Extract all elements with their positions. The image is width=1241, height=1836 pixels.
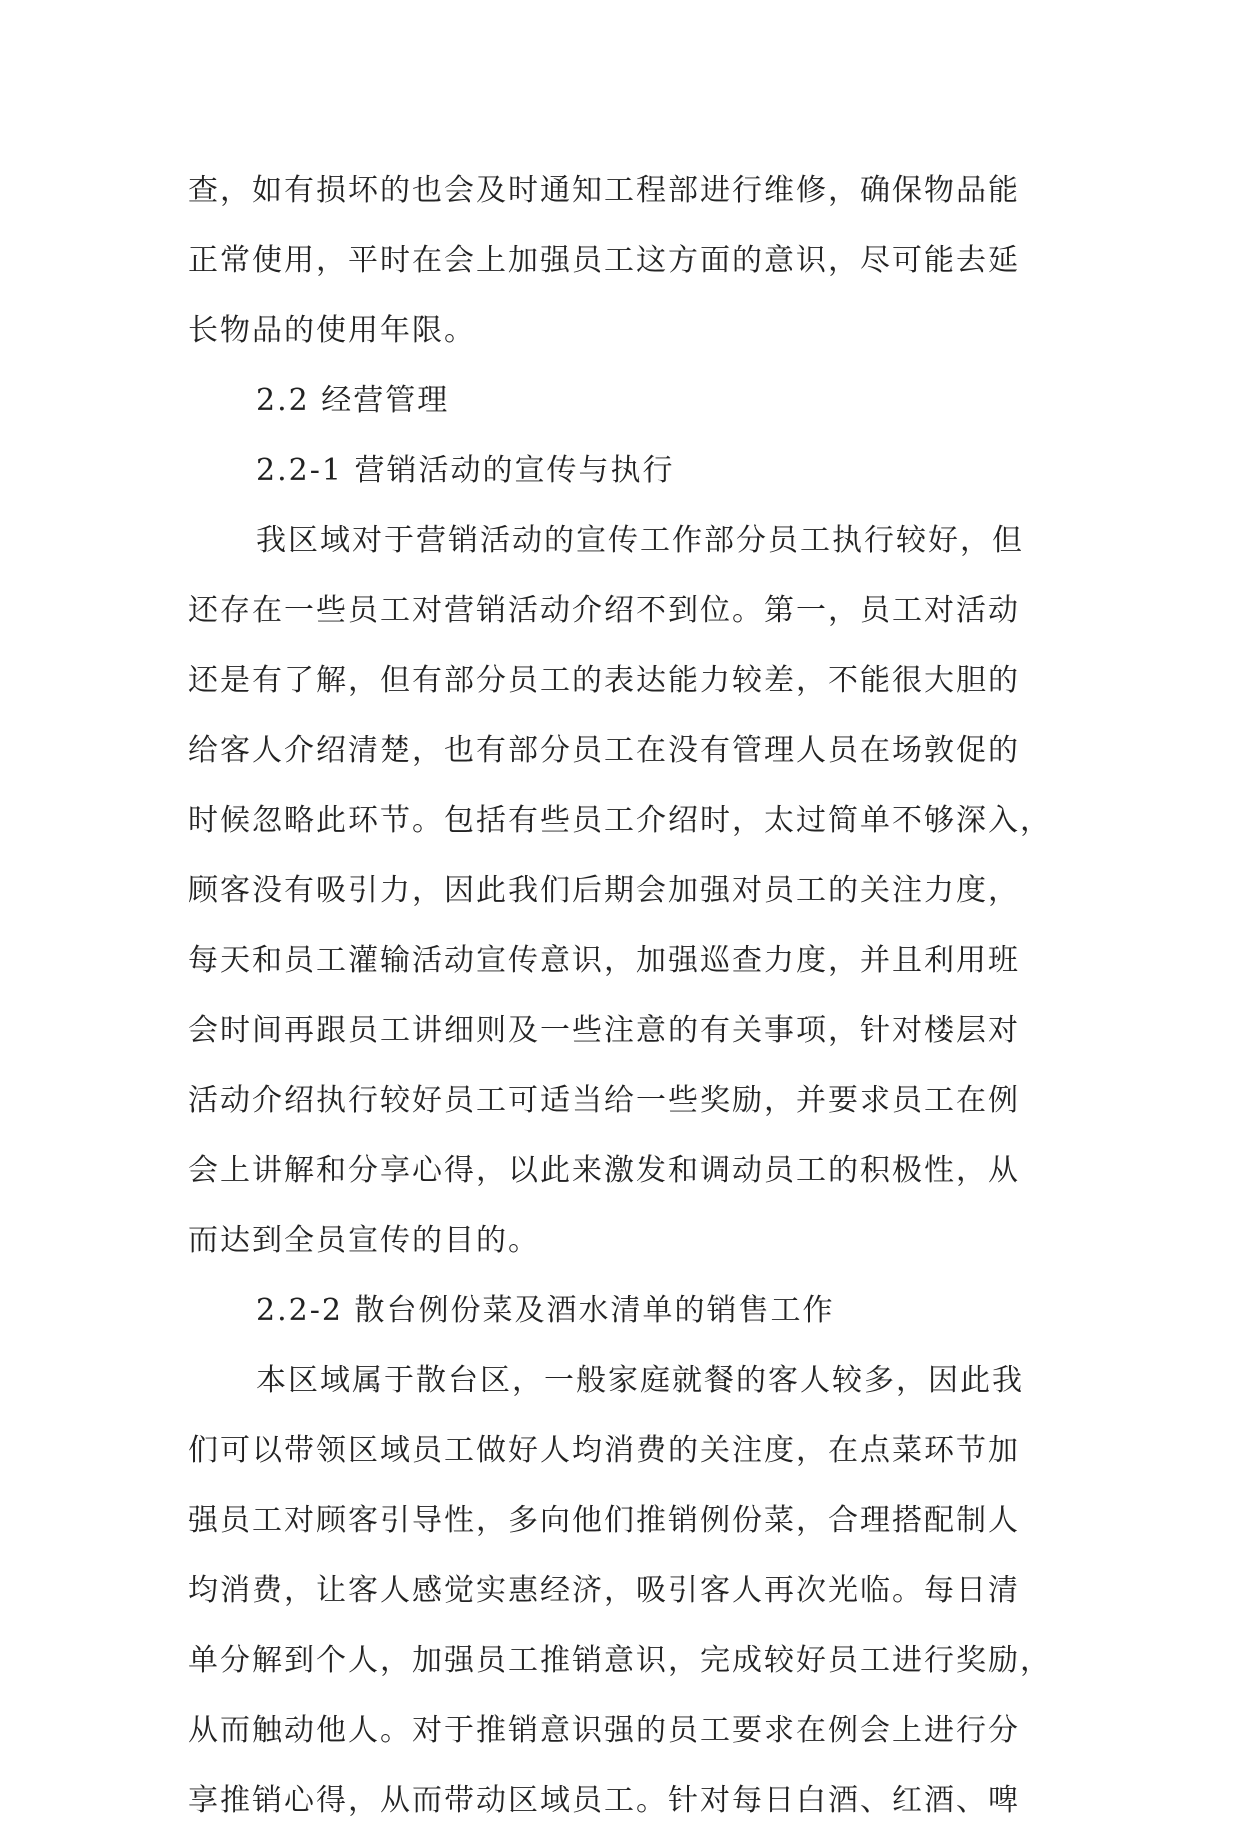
text-line: 给客人介绍清楚，也有部分员工在没有管理人员在场敦促的 xyxy=(188,733,1020,768)
text-line: 活动介绍执行较好员工可适当给一些奖励，并要求员工在例 xyxy=(188,1083,1020,1118)
text-line: 均消费，让客人感觉实惠经济，吸引客人再次光临。每日清 xyxy=(188,1573,1020,1608)
paragraph-start-line: 2.2 经营管理 xyxy=(256,383,450,418)
text-line: 查，如有损坏的也会及时通知工程部进行维修，确保物品能 xyxy=(188,173,1020,208)
text-line: 顾客没有吸引力，因此我们后期会加强对员工的关注力度， xyxy=(188,873,1020,908)
text-line: 单分解到个人，加强员工推销意识，完成较好员工进行奖励， xyxy=(188,1643,1052,1678)
text-line: 时候忽略此环节。包括有些员工介绍时，太过简单不够深入， xyxy=(188,803,1052,838)
text-line: 从而触动他人。对于推销意识强的员工要求在例会上进行分 xyxy=(188,1713,1020,1748)
paragraph-start-line: 我区域对于营销活动的宣传工作部分员工执行较好，但 xyxy=(256,523,1024,558)
paragraph-start-line: 2.2-2 散台例份菜及酒水清单的销售工作 xyxy=(256,1293,835,1328)
text-line: 会上讲解和分享心得，以此来激发和调动员工的积极性，从 xyxy=(188,1153,1020,1188)
document-body xyxy=(188,156,1058,1836)
text-line: 而达到全员宣传的目的。 xyxy=(188,1223,540,1258)
text-line: 还是有了解，但有部分员工的表达能力较差，不能很大胆的 xyxy=(188,663,1020,698)
text-line: 会时间再跟员工讲细则及一些注意的有关事项，针对楼层对 xyxy=(188,1013,1020,1048)
text-line: 享推销心得，从而带动区域员工。针对每日白酒、红酒、啤 xyxy=(188,1783,1020,1818)
text-line: 们可以带领区域员工做好人均消费的关注度，在点菜环节加 xyxy=(188,1433,1020,1468)
text-line: 每天和员工灌输活动宣传意识，加强巡查力度，并且利用班 xyxy=(188,943,1020,978)
text-line: 还存在一些员工对营销活动介绍不到位。第一，员工对活动 xyxy=(188,593,1020,628)
text-line: 正常使用，平时在会上加强员工这方面的意识，尽可能去延 xyxy=(188,243,1020,278)
text-line: 强员工对顾客引导性，多向他们推销例份菜，合理搭配制人 xyxy=(188,1503,1020,1538)
text-line: 长物品的使用年限。 xyxy=(188,313,476,348)
paragraph-start-line: 本区域属于散台区，一般家庭就餐的客人较多，因此我 xyxy=(256,1363,1024,1398)
paragraph-start-line: 2.2-1 营销活动的宣传与执行 xyxy=(256,453,675,488)
